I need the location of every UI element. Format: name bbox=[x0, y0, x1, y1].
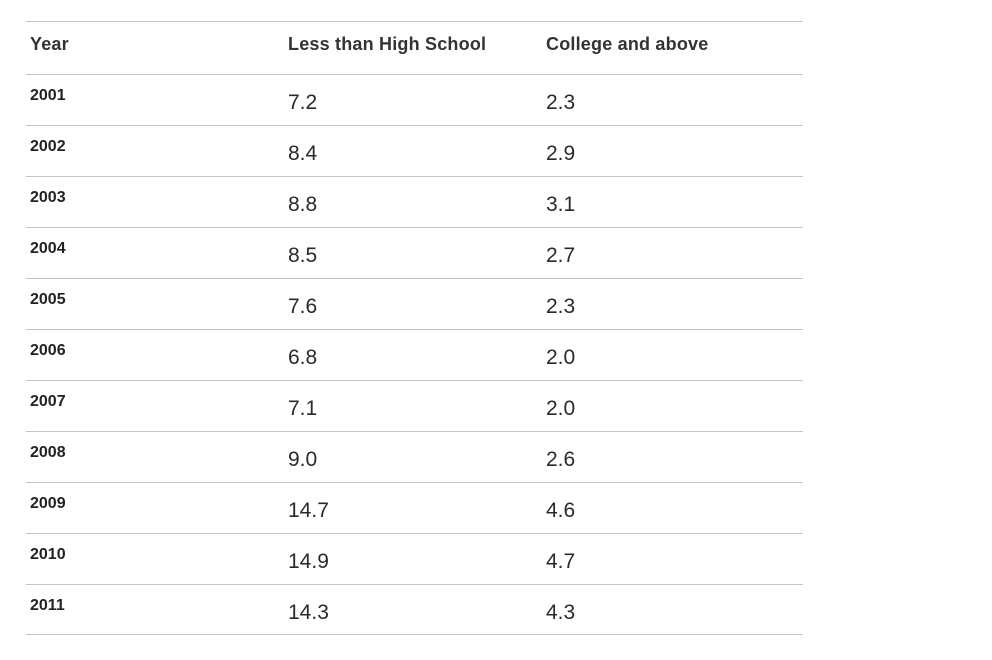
table-row bbox=[26, 431, 803, 482]
cell-less-than-high-school: 6.8 bbox=[288, 346, 318, 369]
cell-year: 2009 bbox=[30, 495, 66, 512]
column-header-college-and-above: College and above bbox=[546, 34, 709, 54]
cell-college-and-above: 2.0 bbox=[546, 397, 576, 420]
table-row bbox=[26, 380, 803, 431]
cell-year: 2005 bbox=[30, 291, 66, 308]
table-row bbox=[26, 329, 803, 380]
table-row bbox=[26, 176, 803, 227]
cell-year: 2001 bbox=[30, 87, 66, 104]
cell-less-than-high-school: 14.3 bbox=[288, 601, 329, 624]
table-body bbox=[26, 74, 803, 635]
cell-less-than-high-school: 8.4 bbox=[288, 142, 318, 165]
table-row bbox=[26, 227, 803, 278]
cell-year: 2007 bbox=[30, 393, 66, 410]
cell-less-than-high-school: 8.5 bbox=[288, 244, 318, 267]
cell-college-and-above: 3.1 bbox=[546, 193, 576, 216]
table-row bbox=[26, 278, 803, 329]
cell-college-and-above: 4.6 bbox=[546, 499, 576, 522]
cell-less-than-high-school: 14.7 bbox=[288, 499, 329, 522]
cell-college-and-above: 4.7 bbox=[546, 550, 576, 573]
cell-college-and-above: 2.7 bbox=[546, 244, 576, 267]
cell-less-than-high-school: 14.9 bbox=[288, 550, 329, 573]
column-header-year: Year bbox=[30, 34, 69, 54]
table-row bbox=[26, 482, 803, 533]
cell-college-and-above: 2.3 bbox=[546, 91, 576, 114]
cell-year: 2003 bbox=[30, 189, 66, 206]
table-row bbox=[26, 533, 803, 584]
cell-less-than-high-school: 9.0 bbox=[288, 448, 318, 471]
cell-less-than-high-school: 7.6 bbox=[288, 295, 318, 318]
cell-year: 2008 bbox=[30, 444, 66, 461]
cell-less-than-high-school: 7.2 bbox=[288, 91, 318, 114]
cell-year: 2011 bbox=[30, 597, 65, 614]
cell-college-and-above: 2.0 bbox=[546, 346, 576, 369]
cell-year: 2004 bbox=[30, 240, 66, 257]
cell-college-and-above: 2.6 bbox=[546, 448, 576, 471]
cell-college-and-above: 2.9 bbox=[546, 142, 576, 165]
cell-less-than-high-school: 8.8 bbox=[288, 193, 318, 216]
table-row bbox=[26, 125, 803, 176]
table-row bbox=[26, 74, 803, 125]
column-header-less-than-high-school: Less than High School bbox=[288, 34, 487, 54]
data-table bbox=[26, 21, 803, 635]
cell-year: 2006 bbox=[30, 342, 66, 359]
cell-year: 2002 bbox=[30, 138, 66, 155]
table-header-row bbox=[26, 21, 803, 74]
table-row bbox=[26, 584, 803, 635]
cell-year: 2010 bbox=[30, 546, 66, 563]
cell-college-and-above: 4.3 bbox=[546, 601, 576, 624]
cell-college-and-above: 2.3 bbox=[546, 295, 576, 318]
cell-less-than-high-school: 7.1 bbox=[288, 397, 318, 420]
